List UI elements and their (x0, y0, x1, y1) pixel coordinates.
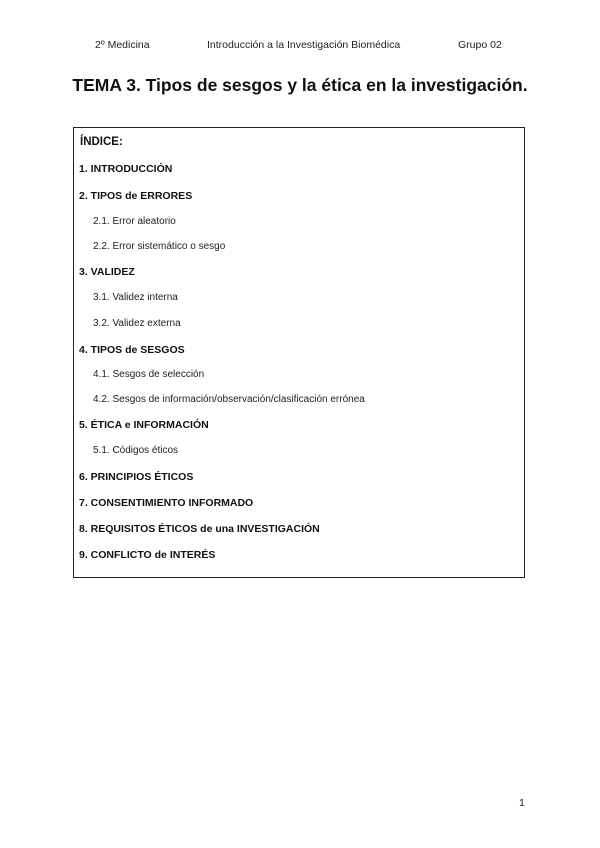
toc-entry-tipos-sesgos: 4. TIPOS de SESGOS (79, 344, 185, 356)
toc-entry-tipos-errores: 2. TIPOS de ERRORES (79, 190, 193, 202)
toc-entry-validez-interna: 3.1. Validez interna (93, 292, 178, 303)
toc-heading: ÍNDICE: (80, 136, 123, 148)
table-of-contents (73, 127, 525, 578)
toc-entry-error-aleatorio: 2.1. Error aleatorio (93, 216, 176, 227)
toc-entry-introduccion: 1. INTRODUCCIÓN (79, 163, 173, 175)
toc-entry-error-sistematico: 2.2. Error sistemático o sesgo (93, 241, 226, 252)
toc-entry-sesgos-seleccion: 4.1. Sesgos de selección (93, 369, 205, 380)
toc-entry-validez-externa: 3.2. Validez externa (93, 318, 181, 329)
toc-entry-sesgos-informacion: 4.2. Sesgos de información/observación/clasificación errónea (93, 394, 365, 405)
toc-entry-requisitos-eticos: 8. REQUISITOS ÉTICOS de una INVESTIGACIÓN (79, 523, 320, 535)
toc-entry-conflicto-interes: 9. CONFLICTO de INTERÉS (79, 549, 216, 561)
header-group: Grupo 02 (458, 39, 502, 51)
toc-entry-principios-eticos: 6. PRINCIPIOS ÉTICOS (79, 471, 194, 483)
page-number: 1 (519, 797, 525, 809)
toc-entry-consentimiento: 7. CONSENTIMIENTO INFORMADO (79, 497, 254, 509)
toc-entry-validez: 3. VALIDEZ (79, 266, 135, 278)
toc-entry-codigos-eticos: 5.1. Códigos éticos (93, 445, 179, 456)
toc-entry-etica-informacion: 5. ÉTICA e INFORMACIÓN (79, 419, 209, 431)
header-subject: Introducción a la Investigación Biomédica (207, 39, 401, 51)
header-course: 2º Medicina (95, 39, 150, 51)
page-title: TEMA 3. Tipos de sesgos y la ética en la investigación. (72, 75, 528, 95)
